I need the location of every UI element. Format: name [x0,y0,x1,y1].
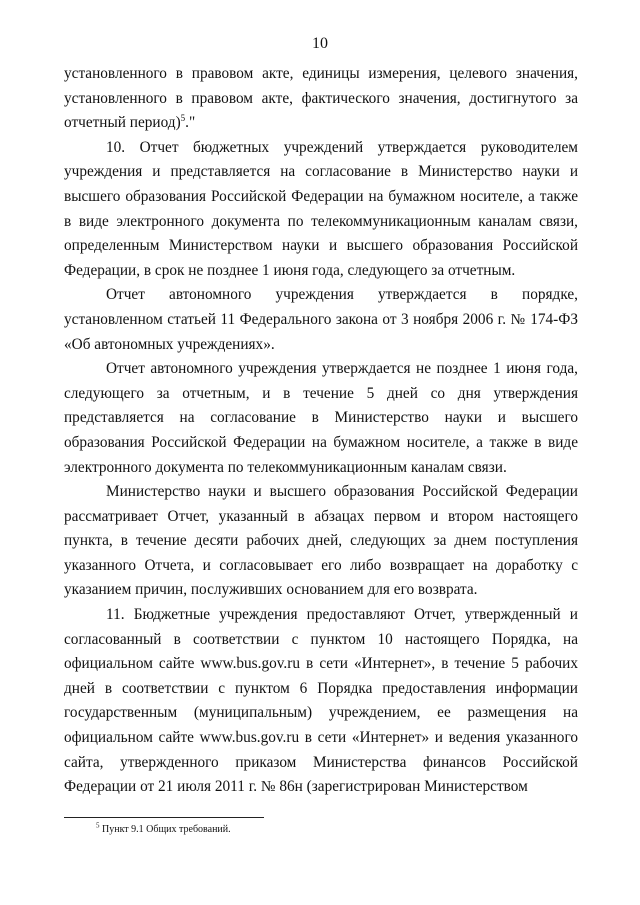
document-body [64,62,578,800]
footnote-divider [64,817,264,818]
paragraph-ministry-review: Министерство науки и высшего образования Российской Федерации рассматривает Отчет, указанный в абзацах первом и втором настоящего пункта, в течение десяти рабочих дней, следующих за днем поступления указанного Отчета, и согласовывает его либо возвращает на доработку с указанием причин, послуживших основанием для его возврата. [64,483,578,599]
paragraph-item-10: 10. Отчет бюджетных учреждений утверждается руководителем учреждения и представляется на согласование в Министерство науки и высшего образования Российской Федерации на бумажном носителе, а также в виде электронного документа по телекоммуникационным каналам связи, определенным Министерством науки и высшего образования Российской Федерации, в срок не позднее 1 июня года, следующего за отчетным. [64,138,578,279]
footnote [96,821,231,836]
page-number: 10 [312,35,328,52]
paragraph-item-11: 11. Бюджетные учреждения предоставляют Отчет, утвержденный и согласованный в соответствии с пунктом 10 настоящего Порядка, на официальном сайте www.bus.gov.ru в сети «Интернет», в течение 5 рабочих дней в соответствии с пунктом 6 Порядка предоставления информации государственным (муниципальным) учреждением, ее размещения на официальном сайте www.bus.gov.ru в сети «Интернет» и ведения указанного сайта, утвержденного приказом Министерства финансов Российской Федерации от 21 июля 2011 г. № 86н (зарегистрирован Министерством [64,606,578,796]
paragraph-text: установленного в правовом акте, единицы измерения, целевого значения, установленного в правовом акте, фактического значения, достигнутого за отчетный период) [64,65,578,132]
footnote-marker: 5 [96,821,100,830]
paragraph-autonomous-deadline: Отчет автономного учреждения утверждается не позднее 1 июня года, следующего за отчетным, и в течение 5 дней со дня утверждения представляется на согласование в Министерство науки и высшего образования Российской Федерации на бумажном носителе, а также в виде электронного документа по телекоммуникационным каналам связи. [64,360,578,476]
paragraph-tail: ." [185,114,196,132]
paragraph-autonomous-approval: Отчет автономного учреждения утверждается в порядке, установленном статьей 11 Федерального закона от 3 ноября 2006 г. № 174-ФЗ «Об автономных учреждениях». [64,286,578,353]
footnote-text: Пункт 9.1 Общих требований. [99,824,231,835]
footnote-reference: 5 [180,113,186,124]
paragraph-continuation [64,62,578,136]
